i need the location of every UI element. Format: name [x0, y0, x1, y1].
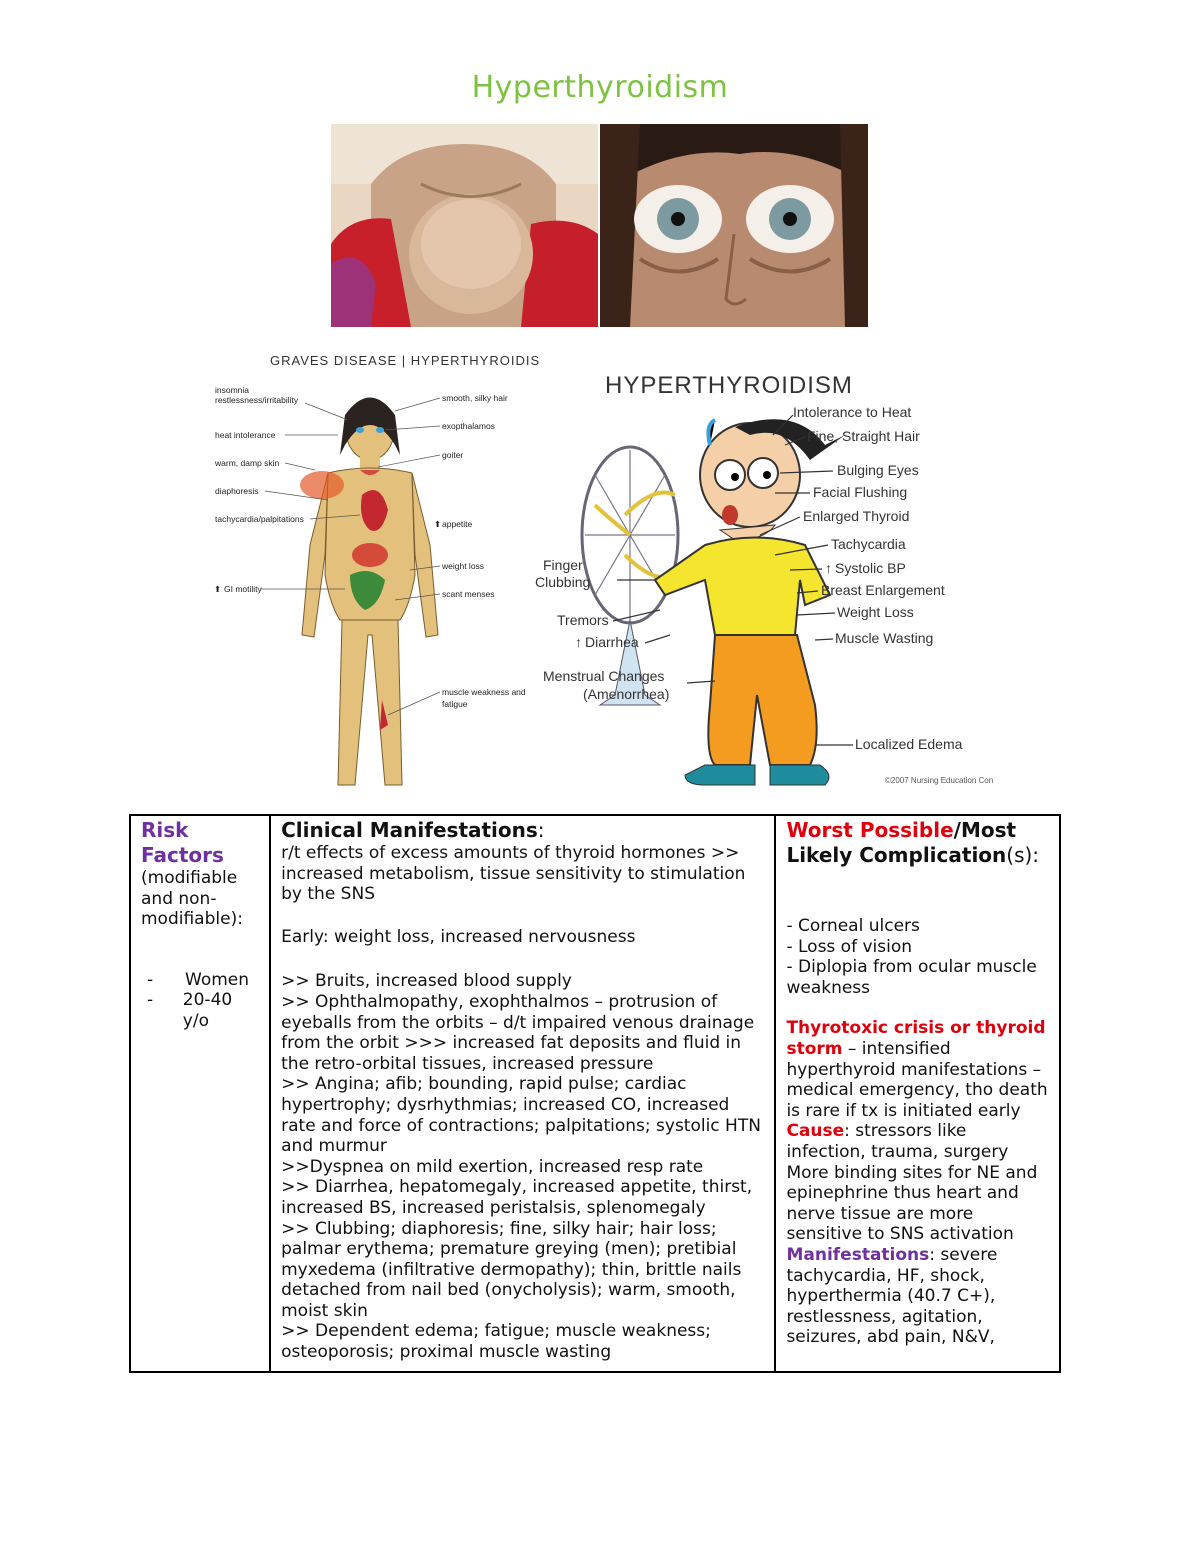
list-item: >> Angina; afib; bounding, rapid pulse; cardiac hypertrophy; dysrhythmias; increased CO, increased rate and force of contractions; palpitations; systolic HTN and murmur: [281, 1074, 761, 1157]
graves-label: diaphoresis: [215, 486, 259, 496]
cartoon-label: Localized Edema: [855, 736, 963, 752]
cartoon-label: Facial Flushing: [813, 484, 908, 500]
cartoon-label: Enlarged Thyroid: [803, 508, 910, 524]
graves-label: muscle weakness and: [442, 687, 526, 697]
cartoon-label: Clubbing: [535, 574, 591, 590]
cartoon-label: Weight Loss: [837, 604, 914, 620]
graves-label: scant menses: [442, 589, 495, 599]
graves-label: goiter: [442, 450, 464, 460]
graves-label: smooth, silky hair: [442, 393, 508, 403]
cartoon-label: (Amenorrhea): [583, 686, 670, 702]
page-title: Hyperthyroidism: [471, 70, 729, 105]
complications-list: [786, 916, 1049, 998]
graves-label: appetite: [442, 519, 473, 529]
graves-label: insomnia: [215, 385, 250, 395]
graves-heading: GRAVES DISEASE | HYPERTHYROIDISM: [270, 353, 540, 368]
clinical-heading: Clinical Manifestations:: [281, 818, 545, 842]
cartoon-copyright: ©2007 Nursing Education Con: [885, 776, 994, 785]
graves-label: tachycardia/palpitations: [215, 514, 304, 524]
risk-factors-cell: [130, 815, 270, 1372]
goiter-photo: [331, 124, 598, 327]
svg-text:⬆: ⬆: [434, 519, 442, 529]
svg-text:↑: ↑: [825, 560, 832, 576]
cartoon-label: Menstrual Changes: [543, 668, 665, 684]
list-item: - Corneal ulcers: [786, 916, 920, 936]
graves-label: warm, damp skin: [215, 458, 280, 468]
svg-text:↑: ↑: [575, 634, 582, 650]
cartoon-label: Intolerance to Heat: [793, 404, 912, 420]
cause-text: Cause: stressors like infection, trauma, surgery More binding sites for NE and epinephrine thus heart and nerve tissue are more sensitive to SNS activation: [786, 1121, 1038, 1245]
cartoon-label: Systolic BP: [835, 560, 906, 576]
cartoon-label: Tremors: [557, 612, 609, 628]
list-item: - Women: [147, 969, 250, 990]
cartoon-label: Tachycardia: [831, 536, 906, 552]
graves-label: GI motility: [224, 584, 262, 594]
graves-label: heat intolerance: [215, 430, 276, 440]
list-item: >> Bruits, increased blood supply: [281, 971, 572, 992]
graves-label: fatigue: [442, 699, 468, 709]
risk-factors-list: [141, 970, 259, 1032]
graves-label: restlessness/irritability: [215, 395, 299, 405]
exophthalmos-photo: [600, 124, 868, 327]
svg-text:⬆: ⬆: [214, 584, 222, 594]
graves-label: exopthalamos: [442, 421, 495, 431]
complications-heading: Worst Possible/Most Likely Complication(s):: [786, 818, 1040, 867]
hyperthyroidism-cartoon: [535, 365, 995, 795]
cartoon-heading: HYPERTHYROIDISM: [605, 372, 853, 399]
list-item: - Diplopia from ocular muscle weakness: [786, 957, 1037, 998]
clinical-intro: r/t effects of excess amounts of thyroid hormones >> increased metabolism, tissue sensitivity to stimulation by the SNS: [281, 843, 746, 905]
cartoon-label: Diarrhea: [585, 634, 639, 650]
clinical-early: Early: weight loss, increased nervousness: [281, 926, 636, 947]
list-item: >> Dependent edema; fatigue; muscle weakness; osteoporosis; proximal muscle wasting: [281, 1321, 711, 1363]
cartoon-label: Bulging Eyes: [837, 462, 919, 478]
risk-factors-heading: Risk Factors: [141, 818, 224, 867]
clinical-manifestations-cell: [270, 815, 775, 1372]
graves-disease-diagram: [210, 345, 540, 795]
cartoon-label: Muscle Wasting: [835, 630, 934, 646]
info-table: [129, 814, 1061, 1373]
list-item: - Loss of vision: [786, 936, 913, 957]
risk-factors-subheading: (modifiable and non-modifiable):: [141, 868, 243, 930]
cartoon-label: Breast Enlargement: [821, 582, 945, 598]
table-row: [130, 815, 1060, 1372]
thyroid-storm-text: Thyrotoxic crisis or thyroid storm – intensified hyperthyroid manifestations – medical emergency, tho death is rare if tx is initiated early: [786, 1018, 1048, 1121]
list-item: >> Diarrhea, hepatomegaly, increased appetite, thirst, increased BS, increased peristalsis, splenomegaly: [281, 1177, 753, 1218]
cartoon-label: Fine, Straight Hair: [807, 428, 920, 444]
cartoon-label: Finger: [543, 557, 583, 573]
list-item: - 20-40 y/o: [147, 990, 233, 1031]
list-item: >>Dyspnea on mild exertion, increased resp rate: [281, 1156, 704, 1177]
list-item: >> Clubbing; diaphoresis; fine, silky hair; hair loss; palmar erythema; premature greying (men); pretibial myxedema (infiltrative dermopathy); thin, brittle nails detached from nail bed (onycholysis); warm, smooth, moist skin: [281, 1218, 742, 1321]
list-item: >> Ophthalmopathy, exophthalmos – protrusion of eyeballs from the orbits – d/t impaired venous drainage from the orbit >>> increased fat deposits and fluid in the retro-orbital tissues, increased pressure: [281, 991, 755, 1074]
manifestations-text: Manifestations: severe tachycardia, HF, shock, hyperthermia (40.7 C+), restlessness, agitation, seizures, abd pain, N&V,: [786, 1244, 998, 1348]
complications-cell: [775, 815, 1060, 1372]
graves-label: weight loss: [442, 561, 485, 571]
clinical-list: [281, 971, 764, 1362]
